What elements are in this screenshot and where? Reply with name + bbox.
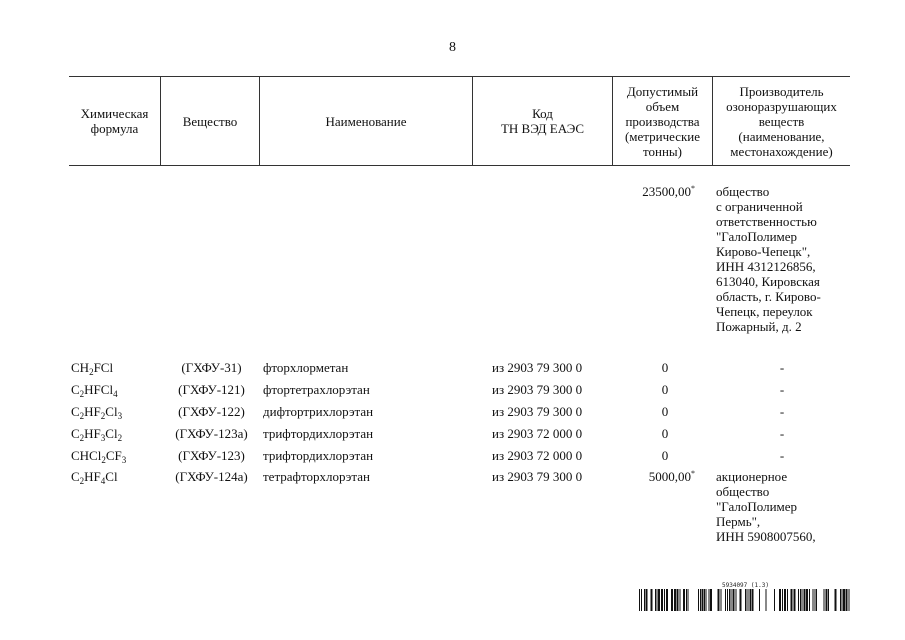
header-name: Наименование <box>260 77 473 165</box>
row-name: фтортетрахлорэтан <box>263 382 370 397</box>
row-formula: $CH_2FCl$ <box>71 360 114 377</box>
row-volume: 0 <box>661 404 669 419</box>
row-producer: - <box>779 404 785 419</box>
top-producer: общество с ограниченной ответственностью "ГалоПолимер Кирово-Чепецк", ИНН 4312126856, 613040, Кировская область, г. Кирово- Чепецк, переулок Пожарный, д. 2 <box>716 184 821 334</box>
row-name: тетрафторхлорэтан <box>263 469 370 484</box>
row-code: из 2903 79 300 0 <box>492 469 583 484</box>
row-code: из 2903 72 000 0 <box>492 426 583 441</box>
row-producer: - <box>779 360 785 375</box>
header-substance: Вещество <box>161 77 260 165</box>
row-code: из 2903 79 300 0 <box>492 382 583 397</box>
row-volume: 0 <box>661 360 669 375</box>
row-producer: - <box>779 426 785 441</box>
page-number: 8 <box>449 40 456 55</box>
header-producer: Производитель озоноразрушающих веществ (наименование, местонахождение) <box>726 83 837 159</box>
row-substance: (ГХФУ-123а) <box>175 426 248 441</box>
row-volume: 5000,00* <box>648 469 695 484</box>
row-substance: (ГХФУ-31) <box>181 360 242 375</box>
top-volume: 23500,00* <box>642 184 695 199</box>
row-code: из 2903 79 300 0 <box>492 360 583 375</box>
row-formula: $CHCl_2CF_3$ <box>71 448 127 465</box>
row-producer: - <box>779 448 785 463</box>
row-volume: 0 <box>661 382 669 397</box>
row-formula: $C_2HFCl_4$ <box>71 382 118 399</box>
header-volume: Допустимый объем производства (метрические тонны) <box>613 77 713 165</box>
header-formula: Химическая формула <box>69 77 161 165</box>
row-name: дифтортрихлорэтан <box>263 404 374 419</box>
row-volume: 0 <box>661 448 669 463</box>
table-header <box>69 76 850 166</box>
barcode-label: 5934097 (1.3) <box>722 582 769 589</box>
row-substance: (ГХФУ-121) <box>178 382 245 397</box>
row-substance: (ГХФУ-124а) <box>175 469 248 484</box>
row-substance: (ГХФУ-122) <box>178 404 245 419</box>
row-name: трифтордихлорэтан <box>263 426 374 441</box>
row-producer: - <box>779 382 785 397</box>
row-formula: $C_2HF_2Cl_3$ <box>71 404 123 421</box>
row-name: трифтордихлорэтан <box>263 448 374 463</box>
header-code: Код ТН ВЭД ЕАЭС <box>473 77 613 165</box>
row-code: из 2903 79 300 0 <box>492 404 583 419</box>
row-volume: 0 <box>661 426 669 441</box>
row-name: фторхлорметан <box>263 360 349 375</box>
row-producer: акционерное общество "ГалоПолимер Пермь", ИНН 5908007560, <box>716 469 816 544</box>
row-formula: $C_2HF_4Cl$ <box>71 469 118 486</box>
barcode-icon <box>639 589 853 611</box>
row-code: из 2903 72 000 0 <box>492 448 583 463</box>
row-formula: $C_2HF_3Cl_2$ <box>71 426 123 443</box>
row-substance: (ГХФУ-123) <box>178 448 245 463</box>
